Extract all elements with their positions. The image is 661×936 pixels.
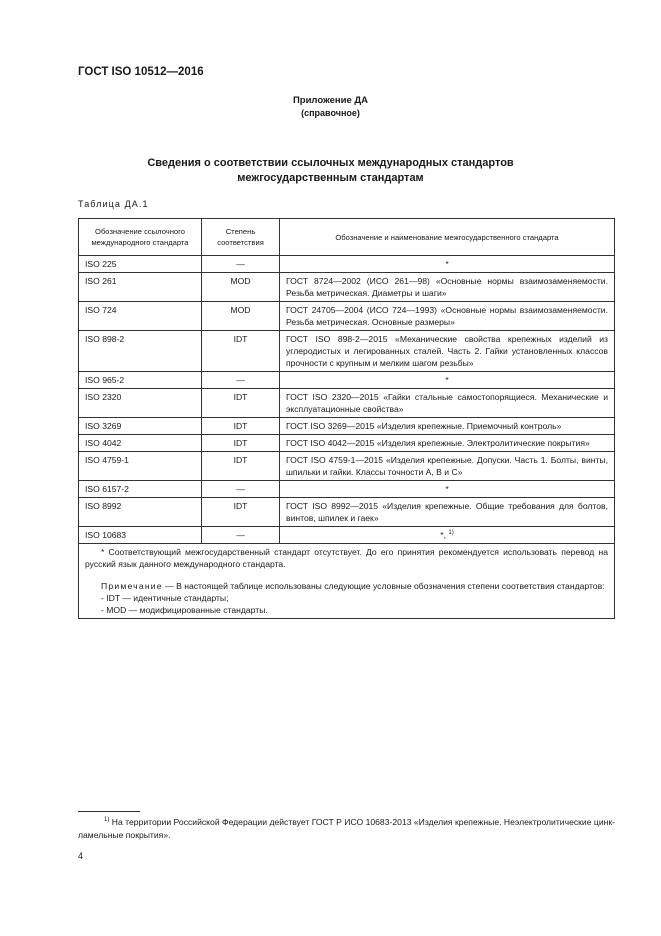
footnote-text: На территории Российской Федерации действует ГОСТ Р ИСО 10683-2013 «Изделия крепежные. Неэлектролитические цинк-ламельные покрытия». bbox=[78, 817, 615, 840]
row-code: ISO 3269 bbox=[79, 418, 202, 435]
table-notes bbox=[79, 544, 615, 619]
row-desc: ГОСТ ISO 3269—2015 «Изделия крепежные. Приемочный контроль» bbox=[280, 418, 615, 435]
table-row bbox=[79, 527, 615, 544]
section-title-line1: Сведения о соответствии ссылочных международных стандартов bbox=[147, 157, 514, 169]
asterisk-note: * Соответствующий межгосударственный стандарт отсутствует. До его принятия рекомендуется использовать перевод на русский язык данного международного стандарта. bbox=[85, 547, 608, 569]
row-degree: — bbox=[202, 256, 280, 273]
table-row bbox=[79, 389, 615, 418]
table-row bbox=[79, 435, 615, 452]
row-degree: — bbox=[202, 527, 280, 544]
document-header: ГОСТ ISO 10512—2016 bbox=[78, 66, 204, 78]
header-degree: Степень соответствия bbox=[202, 219, 280, 256]
table-header-row bbox=[79, 219, 615, 256]
row-code: ISO 4759-1 bbox=[79, 452, 202, 481]
appendix-subtitle: (справочное) bbox=[301, 108, 360, 118]
footnote-marker: 1) bbox=[104, 817, 110, 824]
table-row bbox=[79, 452, 615, 481]
row-desc: ГОСТ ISO 2320—2015 «Гайки стальные самостопорящиеся. Механические и эксплуатационные свойства» bbox=[280, 389, 615, 418]
row-desc: ГОСТ 8724—2002 (ИСО 261—98) «Основные нормы взаимозаменяемости. Резьба метрическая. Диаметры и шаги» bbox=[280, 273, 615, 302]
row-desc: ГОСТ ISO 8992—2015 «Изделия крепежные. Общие требования для болтов, винтов, шпилек и гаек» bbox=[280, 498, 615, 527]
row-degree: — bbox=[202, 372, 280, 389]
row-degree: MOD bbox=[202, 273, 280, 302]
row-degree: IDT bbox=[202, 452, 280, 481]
row-desc: ГОСТ 24705—2004 (ИСО 724—1993) «Основные нормы взаимозаменяемости. Резьба метрическая. Основные размеры» bbox=[280, 302, 615, 331]
header-interstate-standard: Обозначение и наименование межгосударственного стандарта bbox=[280, 219, 615, 256]
table-row bbox=[79, 481, 615, 498]
row-desc: * bbox=[280, 372, 615, 389]
row-code: ISO 10683 bbox=[79, 527, 202, 544]
row-code: ISO 2320 bbox=[79, 389, 202, 418]
row-degree: IDT bbox=[202, 331, 280, 372]
row-desc: ГОСТ ISO 4042—2015 «Изделия крепежные. Электролитические покрытия» bbox=[280, 435, 615, 452]
note-label: Примечание bbox=[101, 581, 163, 591]
row-code: ISO 724 bbox=[79, 302, 202, 331]
row-desc bbox=[280, 527, 615, 544]
row-degree: IDT bbox=[202, 418, 280, 435]
table-row bbox=[79, 498, 615, 527]
note-paragraph bbox=[85, 580, 608, 592]
correspondence-table bbox=[78, 218, 615, 619]
header-international-standard: Обозначение ссылочного международного стандарта bbox=[79, 219, 202, 256]
table-row bbox=[79, 418, 615, 435]
row-code: ISO 261 bbox=[79, 273, 202, 302]
row-code: ISO 225 bbox=[79, 256, 202, 273]
table-row bbox=[79, 372, 615, 389]
table-row bbox=[79, 273, 615, 302]
row-desc: ГОСТ ISO 898-2—2015 «Механические свойства крепежных изделий из углеродистых и легированных сталей. Часть 2. Гайки установленных классов прочности с крупным и мелким шагом резьбы» bbox=[280, 331, 615, 372]
section-title bbox=[0, 156, 661, 186]
row-code: ISO 8992 bbox=[79, 498, 202, 527]
page-number: 4 bbox=[78, 851, 84, 861]
section-title-line2: межгосударственным стандартам bbox=[237, 172, 424, 184]
row-desc: * bbox=[280, 256, 615, 273]
footnote bbox=[78, 816, 615, 842]
row-desc: ГОСТ ISO 4759-1—2015 «Изделия крепежные. Допуски. Часть 1. Болты, винты, шпильки и гайки. Классы точности А, В и С» bbox=[280, 452, 615, 481]
table-notes-row bbox=[79, 544, 615, 619]
row-code: ISO 6157-2 bbox=[79, 481, 202, 498]
row-degree: IDT bbox=[202, 389, 280, 418]
table-row bbox=[79, 302, 615, 331]
row-degree: — bbox=[202, 481, 280, 498]
row-desc: * bbox=[280, 481, 615, 498]
row-code: ISO 965-2 bbox=[79, 372, 202, 389]
appendix-title: Приложение ДА bbox=[292, 95, 369, 106]
row-degree: MOD bbox=[202, 302, 280, 331]
row-degree: IDT bbox=[202, 498, 280, 527]
note-text: — В настоящей таблице использованы следующие условные обозначения степени соответствия стандартов: bbox=[162, 581, 605, 591]
note-item-mod: - MOD — модифицированные стандарты. bbox=[101, 605, 268, 615]
row-desc-text: *, bbox=[440, 530, 449, 540]
note-item-idt: - IDT — идентичные стандарты; bbox=[101, 593, 229, 603]
row-code: ISO 898-2 bbox=[79, 331, 202, 372]
row-degree: IDT bbox=[202, 435, 280, 452]
table-row bbox=[79, 256, 615, 273]
table-row bbox=[79, 331, 615, 372]
footnote-divider bbox=[78, 811, 140, 812]
table-caption: Таблица ДА.1 bbox=[78, 199, 149, 209]
row-code: ISO 4042 bbox=[79, 435, 202, 452]
footnote-ref: 1) bbox=[448, 530, 454, 537]
